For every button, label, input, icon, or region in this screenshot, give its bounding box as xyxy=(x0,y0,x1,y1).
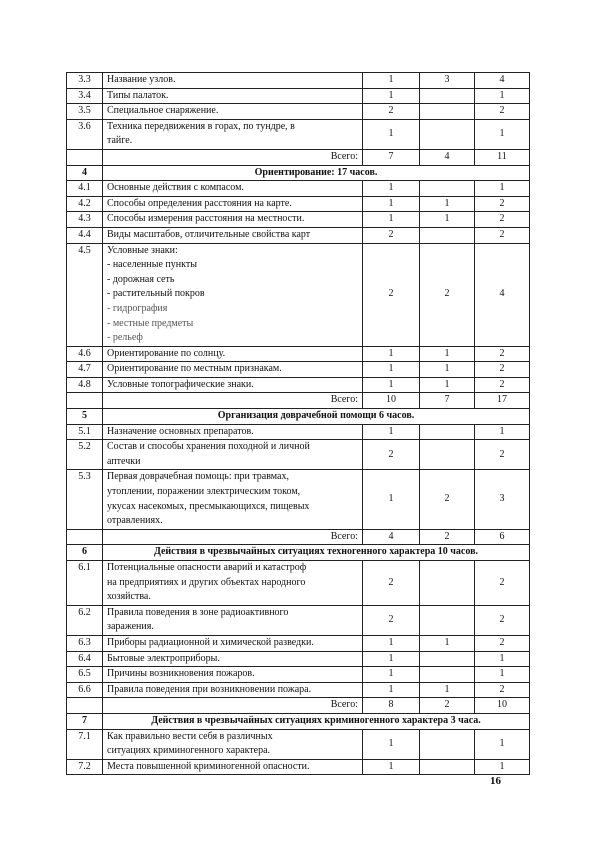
row-number: 4.6 xyxy=(67,346,103,362)
curriculum-table xyxy=(66,72,530,775)
hours-theory: 2 xyxy=(363,243,420,346)
total-spacer xyxy=(67,698,103,714)
topic-line: Правила поведения при возникновении пожара. xyxy=(107,683,312,695)
topic-line: Основные действия с компасом. xyxy=(107,182,244,194)
hours-total: 1 xyxy=(475,119,530,149)
topic-line: Виды масштабов, отличительные свойства карт xyxy=(107,228,311,240)
hours-theory: 1 xyxy=(363,196,420,212)
table-row xyxy=(67,212,530,228)
hours-practice xyxy=(420,605,475,635)
curriculum-table-container xyxy=(66,72,529,775)
total-row xyxy=(67,529,530,545)
row-number: 4.5 xyxy=(67,243,103,346)
row-number: 7.2 xyxy=(67,759,103,775)
topic-line: Условные топографические знаки. xyxy=(107,378,254,390)
table-row xyxy=(67,759,530,775)
section-number: 7 xyxy=(67,713,103,729)
hours-theory: 1 xyxy=(363,651,420,667)
row-number: 6.5 xyxy=(67,667,103,683)
hours-theory: 2 xyxy=(363,104,420,120)
topic-line: Способы определения расстояния на карте. xyxy=(107,197,292,209)
topic-line: тайге. xyxy=(107,135,133,147)
row-number: 3.6 xyxy=(67,119,103,149)
topic-cell xyxy=(103,470,363,529)
hours-practice xyxy=(420,759,475,775)
topic-line: ситуациях криминогенного характера. xyxy=(107,745,271,757)
hours-total: 2 xyxy=(475,377,530,393)
table-row xyxy=(67,561,530,606)
topic-line: Способы измерения расстояния на местности. xyxy=(107,213,305,225)
hours-practice xyxy=(420,119,475,149)
row-number: 6.4 xyxy=(67,651,103,667)
topic-cell xyxy=(103,377,363,393)
hours-total: 3 xyxy=(475,470,530,529)
total-theory: 8 xyxy=(363,698,420,714)
topic-line: - населенные пункты xyxy=(107,259,197,271)
section-title: Ориентирование: 17 часов. xyxy=(103,165,530,181)
hours-total: 1 xyxy=(475,759,530,775)
total-row xyxy=(67,698,530,714)
table-row xyxy=(67,227,530,243)
hours-total: 1 xyxy=(475,181,530,197)
table-row xyxy=(67,346,530,362)
table-row xyxy=(67,667,530,683)
hours-total: 2 xyxy=(475,561,530,606)
hours-total: 4 xyxy=(475,73,530,89)
total-theory: 4 xyxy=(363,529,420,545)
topic-line: Места повышенной криминогенной опасности. xyxy=(107,760,310,772)
section-header-row xyxy=(67,165,530,181)
topic-line: на предприятиях и других объектах народного xyxy=(107,576,306,588)
hours-practice: 1 xyxy=(420,635,475,651)
hours-theory: 1 xyxy=(363,729,420,759)
total-practice: 4 xyxy=(420,149,475,165)
hours-total: 2 xyxy=(475,440,530,470)
topic-line: заражения. xyxy=(107,621,154,633)
hours-practice xyxy=(420,104,475,120)
table-row xyxy=(67,362,530,378)
topic-cell xyxy=(103,346,363,362)
hours-practice: 1 xyxy=(420,362,475,378)
total-label: Всего: xyxy=(103,698,363,714)
topic-line: утоплении, поражении электрическим током, xyxy=(107,486,301,498)
section-header-row xyxy=(67,545,530,561)
hours-practice: 2 xyxy=(420,470,475,529)
topic-cell xyxy=(103,440,363,470)
topic-cell xyxy=(103,227,363,243)
topic-cell xyxy=(103,362,363,378)
topic-cell xyxy=(103,759,363,775)
hours-total: 1 xyxy=(475,667,530,683)
section-title: Действия в чрезвычайных ситуациях криминогенного характера 3 часа. xyxy=(103,713,530,729)
hours-theory: 2 xyxy=(363,440,420,470)
hours-total: 1 xyxy=(475,729,530,759)
row-number: 4.2 xyxy=(67,196,103,212)
table-row xyxy=(67,635,530,651)
topic-cell xyxy=(103,243,363,346)
section-number: 5 xyxy=(67,409,103,425)
topic-cell xyxy=(103,605,363,635)
row-number: 4.3 xyxy=(67,212,103,228)
table-row xyxy=(67,682,530,698)
hours-practice: 1 xyxy=(420,196,475,212)
topic-line: - гидрография xyxy=(107,302,168,314)
total-label: Всего: xyxy=(103,529,363,545)
topic-line: Причины возникновения пожаров. xyxy=(107,668,255,680)
topic-cell xyxy=(103,729,363,759)
table-row xyxy=(67,243,530,346)
topic-cell xyxy=(103,196,363,212)
hours-theory: 1 xyxy=(363,377,420,393)
topic-line: Название узлов. xyxy=(107,74,176,85)
topic-line: Специальное снаряжение. xyxy=(107,105,219,117)
topic-line: Условные знаки: xyxy=(107,244,178,256)
hours-practice xyxy=(420,729,475,759)
hours-practice xyxy=(420,424,475,440)
hours-total: 2 xyxy=(475,227,530,243)
table-row xyxy=(67,88,530,104)
topic-line: Правила поведения в зоне радиоактивного xyxy=(107,606,289,618)
hours-practice xyxy=(420,440,475,470)
topic-cell xyxy=(103,212,363,228)
topic-line: - местные предметы xyxy=(107,317,194,329)
topic-cell xyxy=(103,424,363,440)
topic-line: Типы палаток. xyxy=(107,89,169,101)
row-number: 5.1 xyxy=(67,424,103,440)
topic-line: Потенциальные опасности аварий и катастроф xyxy=(107,562,307,573)
topic-line: Назначение основных препаратов. xyxy=(107,425,254,437)
hours-total: 1 xyxy=(475,88,530,104)
hours-practice: 1 xyxy=(420,682,475,698)
hours-total: 2 xyxy=(475,346,530,362)
topic-cell xyxy=(103,88,363,104)
table-row xyxy=(67,196,530,212)
hours-theory: 1 xyxy=(363,635,420,651)
hours-theory: 1 xyxy=(363,212,420,228)
total-practice: 2 xyxy=(420,698,475,714)
total-hours: 6 xyxy=(475,529,530,545)
topic-cell xyxy=(103,651,363,667)
hours-practice: 1 xyxy=(420,346,475,362)
table-row xyxy=(67,470,530,529)
row-number: 6.1 xyxy=(67,561,103,606)
total-practice: 7 xyxy=(420,393,475,409)
hours-theory: 1 xyxy=(363,88,420,104)
section-header-row xyxy=(67,713,530,729)
hours-practice xyxy=(420,651,475,667)
hours-practice xyxy=(420,227,475,243)
table-row xyxy=(67,377,530,393)
hours-practice: 1 xyxy=(420,377,475,393)
row-number: 5.3 xyxy=(67,470,103,529)
topic-cell xyxy=(103,682,363,698)
total-practice: 2 xyxy=(420,529,475,545)
hours-practice xyxy=(420,561,475,606)
row-number: 4.4 xyxy=(67,227,103,243)
hours-practice: 1 xyxy=(420,212,475,228)
table-row xyxy=(67,729,530,759)
hours-theory: 1 xyxy=(363,667,420,683)
hours-theory: 2 xyxy=(363,227,420,243)
row-number: 5.2 xyxy=(67,440,103,470)
total-row xyxy=(67,149,530,165)
hours-practice xyxy=(420,667,475,683)
hours-theory: 1 xyxy=(363,362,420,378)
section-number: 4 xyxy=(67,165,103,181)
hours-total: 2 xyxy=(475,635,530,651)
topic-line: - дорожная сеть xyxy=(107,273,175,285)
section-title: Действия в чрезвычайных ситуациях техногенного характера 10 часов. xyxy=(103,545,530,561)
row-number: 6.3 xyxy=(67,635,103,651)
section-number: 6 xyxy=(67,545,103,561)
topic-cell xyxy=(103,73,363,89)
topic-line: Как правильно вести себя в различных xyxy=(107,730,273,742)
row-number: 6.2 xyxy=(67,605,103,635)
total-spacer xyxy=(67,149,103,165)
total-hours: 11 xyxy=(475,149,530,165)
hours-theory: 2 xyxy=(363,605,420,635)
total-theory: 10 xyxy=(363,393,420,409)
topic-line: Ориентирование по солнцу. xyxy=(107,347,226,359)
total-label: Всего: xyxy=(103,149,363,165)
hours-total: 2 xyxy=(475,682,530,698)
total-theory: 7 xyxy=(363,149,420,165)
hours-theory: 1 xyxy=(363,73,420,89)
hours-total: 2 xyxy=(475,104,530,120)
hours-total: 2 xyxy=(475,212,530,228)
hours-total: 1 xyxy=(475,424,530,440)
row-number: 7.1 xyxy=(67,729,103,759)
topic-cell xyxy=(103,104,363,120)
row-number: 4.8 xyxy=(67,377,103,393)
table-row xyxy=(67,440,530,470)
hours-practice xyxy=(420,88,475,104)
topic-line: Состав и способы хранения походной и личной xyxy=(107,441,310,453)
table-row xyxy=(67,651,530,667)
hours-theory: 1 xyxy=(363,470,420,529)
hours-theory: 1 xyxy=(363,759,420,775)
hours-total: 2 xyxy=(475,196,530,212)
topic-cell xyxy=(103,561,363,606)
topic-cell xyxy=(103,635,363,651)
topic-line: укусах насекомых, пресмыкающихся, пищевых xyxy=(107,500,310,512)
total-hours: 10 xyxy=(475,698,530,714)
topic-line: - растительный покров xyxy=(107,288,205,300)
table-row xyxy=(67,104,530,120)
hours-theory: 1 xyxy=(363,119,420,149)
hours-practice: 2 xyxy=(420,243,475,346)
row-number: 4.1 xyxy=(67,181,103,197)
total-spacer xyxy=(67,393,103,409)
hours-theory: 2 xyxy=(363,561,420,606)
table-row xyxy=(67,181,530,197)
topic-cell xyxy=(103,667,363,683)
curriculum-table-body xyxy=(67,73,530,775)
section-title: Организация доврачебной помощи 6 часов. xyxy=(103,409,530,425)
hours-theory: 1 xyxy=(363,346,420,362)
topic-line: Первая доврачебная помощь: при травмах, xyxy=(107,471,289,483)
topic-line: аптечки xyxy=(107,455,141,467)
topic-cell xyxy=(103,181,363,197)
topic-cell xyxy=(103,119,363,149)
total-row xyxy=(67,393,530,409)
total-label: Всего: xyxy=(103,393,363,409)
page-number: 16 xyxy=(490,775,501,787)
total-spacer xyxy=(67,529,103,545)
topic-line: Бытовые электроприборы. xyxy=(107,652,220,664)
hours-practice xyxy=(420,181,475,197)
hours-theory: 1 xyxy=(363,424,420,440)
hours-theory: 1 xyxy=(363,682,420,698)
section-header-row xyxy=(67,409,530,425)
table-row xyxy=(67,605,530,635)
row-number: 3.3 xyxy=(67,73,103,89)
hours-total: 1 xyxy=(475,651,530,667)
hours-theory: 1 xyxy=(363,181,420,197)
row-number: 6.6 xyxy=(67,682,103,698)
hours-total: 2 xyxy=(475,605,530,635)
row-number: 4.7 xyxy=(67,362,103,378)
table-row xyxy=(67,73,530,89)
topic-line: - рельеф xyxy=(107,332,143,344)
topic-line: Ориентирование по местным признакам. xyxy=(107,363,282,375)
row-number: 3.4 xyxy=(67,88,103,104)
hours-total: 2 xyxy=(475,362,530,378)
table-row xyxy=(67,424,530,440)
topic-line: отравлениях. xyxy=(107,515,163,527)
topic-line: Приборы радиационной и химической разведки. xyxy=(107,636,314,648)
table-row xyxy=(67,119,530,149)
topic-line: хозяйства. xyxy=(107,591,151,603)
topic-line: Техника передвижения в горах, по тундре, в xyxy=(107,120,295,132)
total-hours: 17 xyxy=(475,393,530,409)
hours-total: 4 xyxy=(475,243,530,346)
hours-practice: 3 xyxy=(420,73,475,89)
row-number: 3.5 xyxy=(67,104,103,120)
